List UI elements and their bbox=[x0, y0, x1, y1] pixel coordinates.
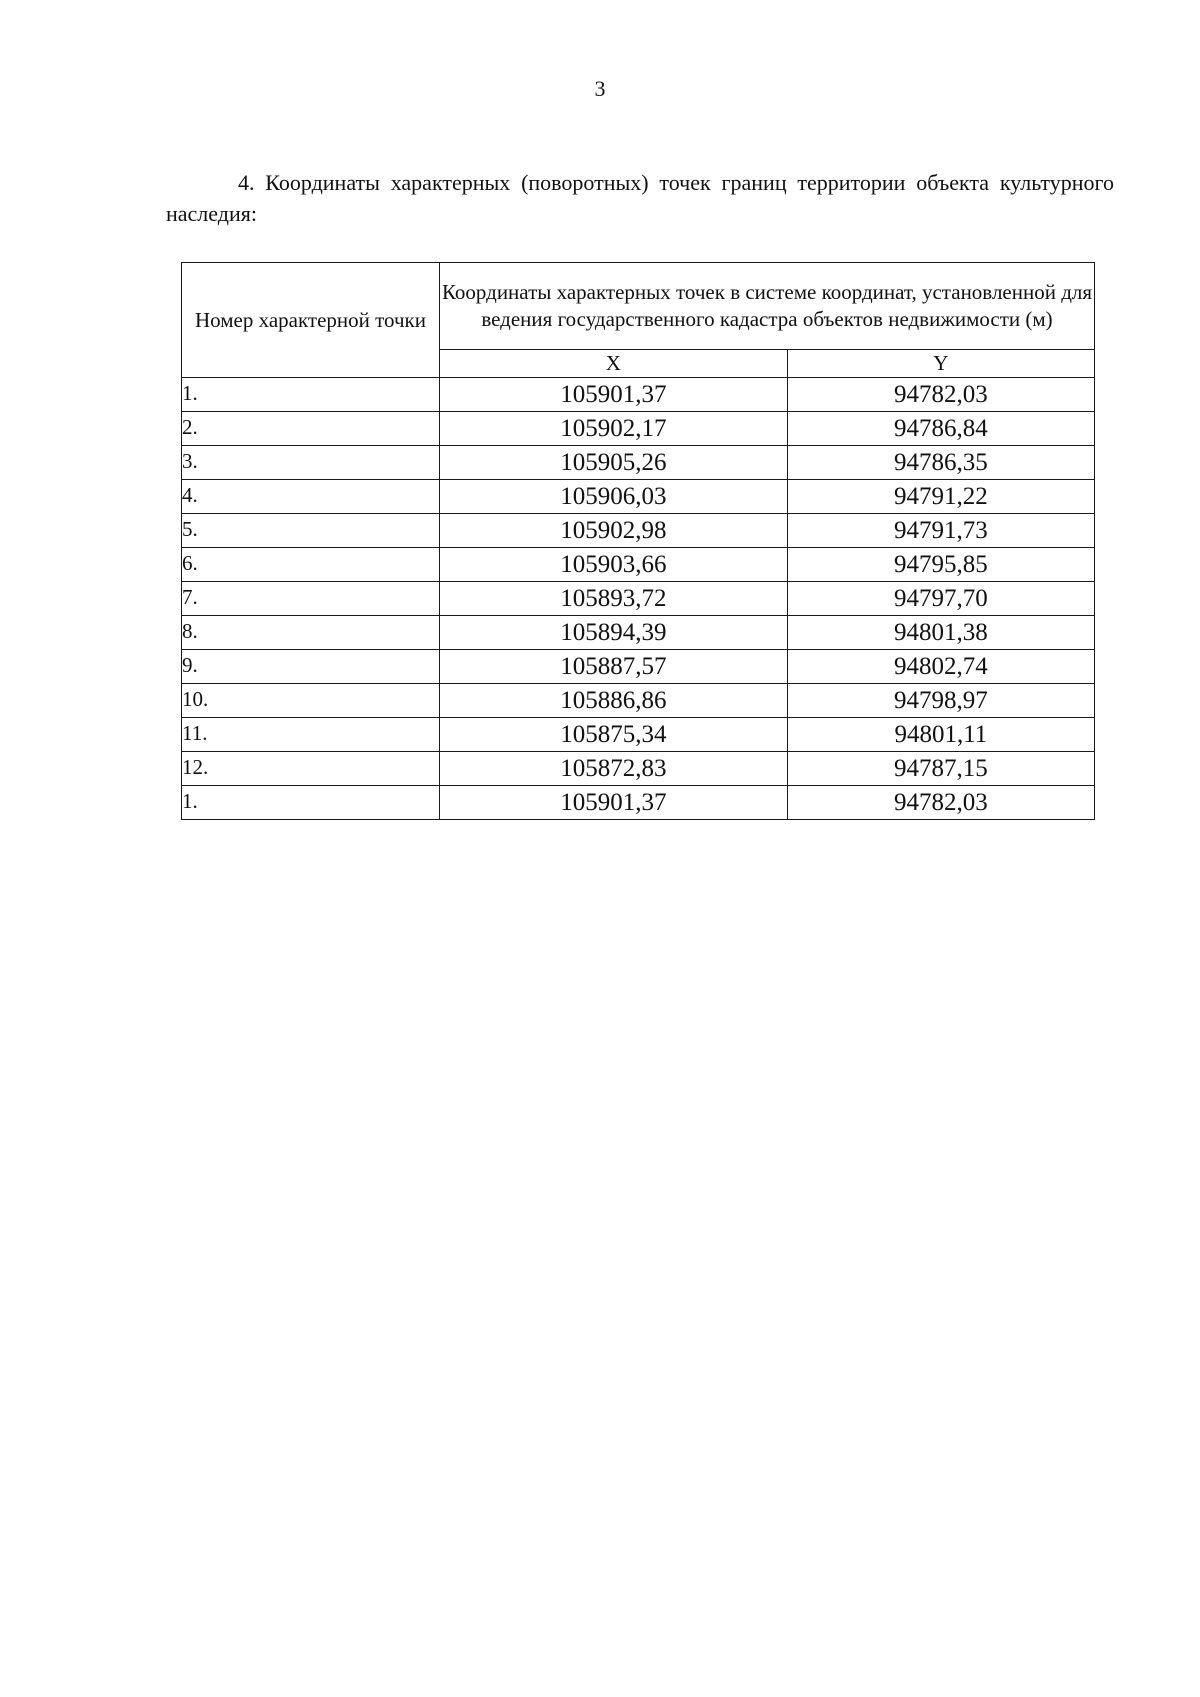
table-row bbox=[182, 480, 1095, 514]
point-number: 2. bbox=[182, 412, 440, 446]
point-number: 5. bbox=[182, 514, 440, 548]
coord-x: 105903,66 bbox=[440, 548, 788, 582]
header-coordinates: Координаты характерных точек в системе координат, установленной для ведения государственного кадастра объектов недвижимости (м) bbox=[440, 263, 1095, 350]
coord-y: 94801,38 bbox=[787, 616, 1094, 650]
coord-x: 105894,39 bbox=[440, 616, 788, 650]
coord-x: 105905,26 bbox=[440, 446, 788, 480]
coord-x: 105901,37 bbox=[440, 786, 788, 820]
table-row bbox=[182, 718, 1095, 752]
header-y: Y bbox=[787, 350, 1094, 378]
table-header-row bbox=[182, 263, 1095, 350]
coord-y: 94782,03 bbox=[787, 786, 1094, 820]
coordinates-table bbox=[181, 262, 1095, 820]
point-number: 1. bbox=[182, 786, 440, 820]
coord-y: 94786,35 bbox=[787, 446, 1094, 480]
point-number: 8. bbox=[182, 616, 440, 650]
page-number: 3 bbox=[594, 76, 606, 101]
point-number: 11. bbox=[182, 718, 440, 752]
coord-x: 105902,98 bbox=[440, 514, 788, 548]
point-number: 1. bbox=[182, 378, 440, 412]
coord-y: 94782,03 bbox=[787, 378, 1094, 412]
coord-y: 94787,15 bbox=[787, 752, 1094, 786]
table-row bbox=[182, 412, 1095, 446]
table-row bbox=[182, 582, 1095, 616]
table-row bbox=[182, 378, 1095, 412]
coord-y: 94791,22 bbox=[787, 480, 1094, 514]
coord-x: 105886,86 bbox=[440, 684, 788, 718]
table-row bbox=[182, 786, 1095, 820]
coord-y: 94795,85 bbox=[787, 548, 1094, 582]
coord-y: 94786,84 bbox=[787, 412, 1094, 446]
coord-x: 105906,03 bbox=[440, 480, 788, 514]
point-number: 10. bbox=[182, 684, 440, 718]
table-row bbox=[182, 752, 1095, 786]
coord-x: 105887,57 bbox=[440, 650, 788, 684]
table-row bbox=[182, 616, 1095, 650]
point-number: 6. bbox=[182, 548, 440, 582]
point-number: 7. bbox=[182, 582, 440, 616]
section-intro-paragraph: 4. Координаты характерных (поворотных) точек границ территории объекта культурного наследия: bbox=[166, 170, 1114, 226]
table-row bbox=[182, 650, 1095, 684]
coord-x: 105872,83 bbox=[440, 752, 788, 786]
coord-y: 94798,97 bbox=[787, 684, 1094, 718]
point-number: 12. bbox=[182, 752, 440, 786]
point-number: 4. bbox=[182, 480, 440, 514]
coord-y: 94802,74 bbox=[787, 650, 1094, 684]
table-row bbox=[182, 446, 1095, 480]
table-row bbox=[182, 548, 1095, 582]
coord-x: 105875,34 bbox=[440, 718, 788, 752]
table-row bbox=[182, 684, 1095, 718]
coord-y: 94801,11 bbox=[787, 718, 1094, 752]
coord-x: 105902,17 bbox=[440, 412, 788, 446]
header-point-number: Номер характерной точки bbox=[182, 263, 440, 378]
coord-x: 105893,72 bbox=[440, 582, 788, 616]
point-number: 3. bbox=[182, 446, 440, 480]
coord-x: 105901,37 bbox=[440, 378, 788, 412]
table-row bbox=[182, 514, 1095, 548]
header-x: X bbox=[440, 350, 788, 378]
coord-y: 94797,70 bbox=[787, 582, 1094, 616]
coord-y: 94791,73 bbox=[787, 514, 1094, 548]
point-number: 9. bbox=[182, 650, 440, 684]
